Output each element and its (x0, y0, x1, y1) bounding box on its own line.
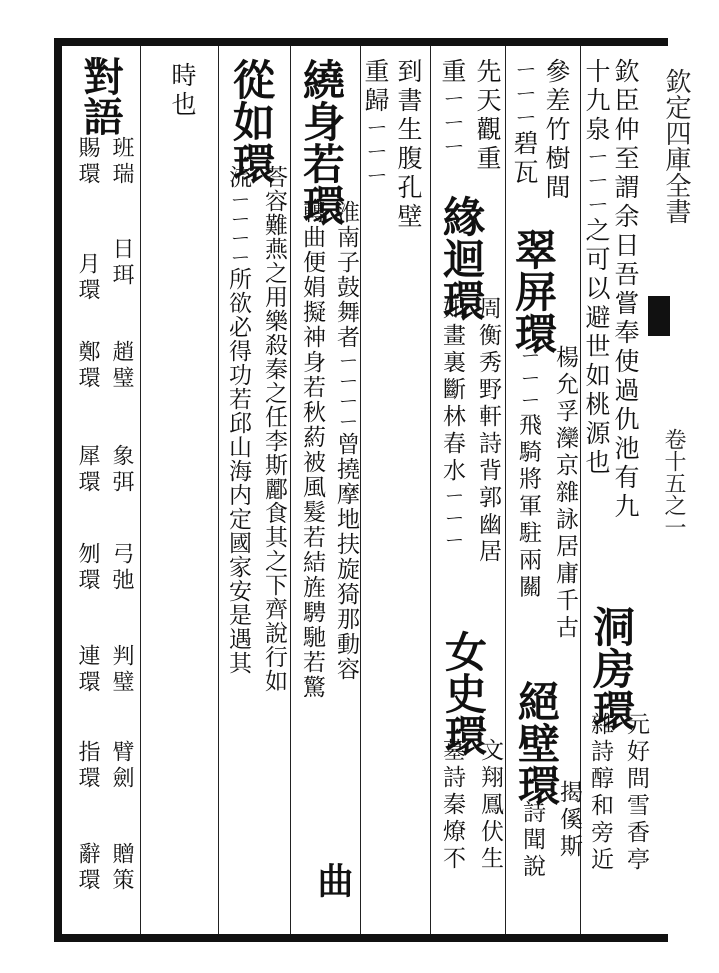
margin-strip (648, 38, 719, 942)
entry-heading: 緣迴環 (437, 195, 486, 321)
pair-a: 贈策 (109, 842, 134, 894)
pair-a: 臂劍 (109, 740, 134, 792)
text-column: 周衡秀野軒詩背郭幽居 (475, 296, 501, 566)
text-column: 元好問雪香亭 (623, 712, 649, 874)
text-column: 荅容難燕之用樂殺秦之任李斯酈食其之下齊說行如 (261, 165, 287, 693)
entry-heading: 女史環 (439, 630, 488, 756)
text-column: 流ㄧㄧㄧㄧ所欲必得功若邱山海内定國家安是遇其 (225, 165, 251, 675)
text-column: 詩聞說 (519, 800, 545, 881)
entry-heading: 翠屏環 (509, 228, 558, 354)
text-column: 文翔鳳伏生 (477, 738, 503, 873)
volume-label: 卷十五之一 (661, 428, 686, 538)
column-rule (505, 46, 506, 934)
pair-a: 象弭 (109, 444, 134, 496)
pair-b: 犀環 (75, 444, 100, 496)
text-column: 到書生腹孔壁 (394, 58, 423, 232)
text-column: 曲 (312, 862, 354, 898)
dui-yu-section (68, 52, 134, 926)
pair-b: 月環 (75, 252, 100, 304)
section-title: 對語 (77, 56, 124, 136)
text-column: 如畫裏斷林春水ㄧㄧㄧ (439, 296, 465, 553)
fish-tail-mark (648, 296, 670, 336)
entry-heading: 繞身若環 (297, 58, 346, 226)
book-title: 欽定四庫全書 (661, 68, 691, 224)
column-rule (290, 46, 291, 934)
pair-b: 刎環 (75, 542, 100, 594)
text-column: 重ㄧㄧㄧ (438, 58, 467, 159)
text-column: 重歸ㄧㄧㄧ (361, 58, 390, 188)
pair-b: 指環 (75, 740, 100, 792)
pair-a: 趙璧 (109, 340, 134, 392)
text-column: 時也 (168, 62, 197, 120)
text-column: 雜詩醇和旁近 (587, 712, 613, 874)
text-column: 淮南子鼓舞者ㄧㄧㄧㄧ曾撓摩地扶旋猗那動容 (333, 200, 359, 682)
pair-a: 判璧 (109, 644, 134, 696)
text-column: ㄧㄧㄧ飛騎將軍駐兩關 (515, 345, 541, 602)
column-rule (218, 46, 219, 934)
pair-a: 日珥 (109, 237, 134, 289)
pair-b: 賜環 (75, 136, 100, 188)
text-column: 參差竹樹間 (542, 58, 571, 203)
text-column: 轉曲便娟擬神身若秋葯被風髮若結旌騁馳若驚 (299, 200, 325, 700)
text-column: 楊允孚灤京雜詠居庸千古 (552, 345, 578, 642)
text-column: 欽臣仲至謂余日吾嘗奉使過仇池有九 (611, 58, 640, 522)
text-column: 十九泉ㄧㄧㄧ之可以避世如桃源也 (582, 58, 611, 478)
entry-heading: 絕壁環 (512, 680, 561, 806)
entry-heading: 從如環 (227, 58, 276, 184)
pair-a: 班瑞 (109, 136, 134, 188)
column-rule (430, 46, 431, 934)
text-column: ㄧㄧㄧ碧瓦 (510, 58, 539, 188)
pair-a: 弓弛 (109, 542, 134, 594)
pair-b: 連環 (75, 644, 100, 696)
pair-b: 鄭環 (75, 340, 100, 392)
text-column: 墓詩秦燎不 (439, 738, 465, 873)
column-rule (140, 46, 141, 934)
text-column: 先天觀重 (473, 58, 502, 174)
pair-b: 辭環 (75, 842, 100, 894)
text-column: 揭傒斯 (556, 780, 582, 861)
entry-heading: 洞房環 (587, 605, 636, 731)
